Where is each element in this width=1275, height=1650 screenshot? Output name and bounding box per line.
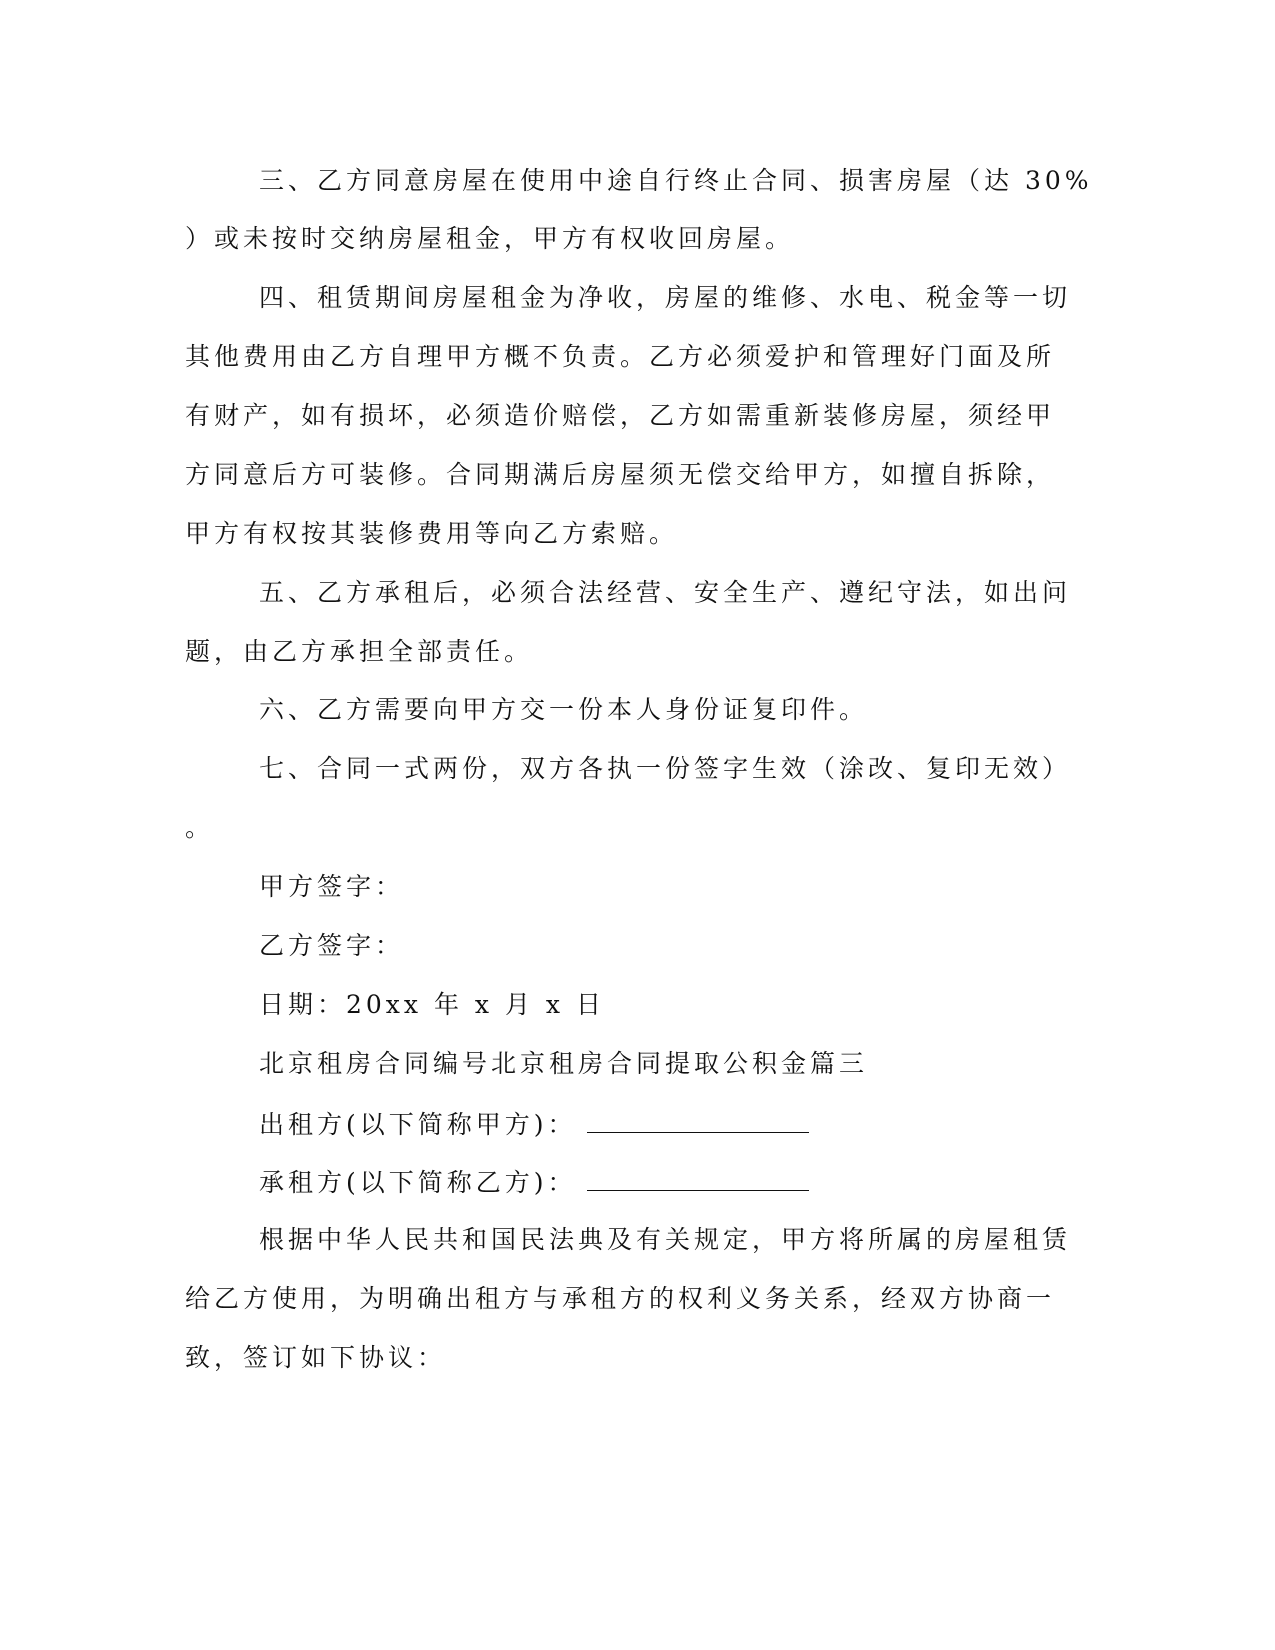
clause-4-line-1: 四、租赁期间房屋租金为净收，房屋的维修、水电、税金等一切	[259, 283, 1072, 312]
lessor-blank	[587, 1106, 809, 1133]
lessee-blank	[587, 1164, 809, 1191]
signing-date: 日期：20xx 年 x 月 x 日	[259, 990, 605, 1019]
party-b-signature: 乙方签字：	[259, 931, 405, 960]
preamble-line-2: 给乙方使用，为明确出租方与承租方的权利义务关系，经双方协商一	[185, 1284, 1056, 1313]
clause-5-line-1: 五、乙方承租后，必须合法经营、安全生产、遵纪守法，如出问	[259, 578, 1072, 607]
clause-3-line-1: 三、乙方同意房屋在使用中途自行终止合同、损害房屋（达 30%	[259, 166, 1093, 195]
clause-4-line-5: 甲方有权按其装修费用等向乙方索赔。	[185, 519, 679, 548]
clause-6-line-1: 六、乙方需要向甲方交一份本人身份证复印件。	[259, 695, 869, 724]
clause-7-line-1: 七、合同一式两份，双方各执一份签字生效（涂改、复印无效）	[259, 754, 1072, 783]
preamble-line-3: 致，签订如下协议：	[185, 1343, 447, 1372]
clause-5-line-2: 题，由乙方承担全部责任。	[185, 637, 534, 666]
lessor-label: 出租方(以下简称甲方)：	[259, 1110, 577, 1139]
section-title: 北京租房合同编号北京租房合同提取公积金篇三	[259, 1049, 869, 1078]
party-a-signature: 甲方签字：	[259, 872, 405, 901]
clause-3-line-2: ）或未按时交纳房屋租金，甲方有权收回房屋。	[185, 224, 795, 253]
lessor-line	[259, 1106, 809, 1142]
lessee-line	[259, 1164, 809, 1200]
clause-7-line-2: 。	[185, 813, 215, 842]
clause-4-line-4: 方同意后方可装修。合同期满后房屋须无偿交给甲方，如擅自拆除，	[185, 460, 1056, 489]
preamble-line-1: 根据中华人民共和国民法典及有关规定，甲方将所属的房屋租赁	[259, 1225, 1072, 1254]
lessee-label: 承租方(以下简称乙方)：	[259, 1168, 577, 1197]
clause-4-line-2: 其他费用由乙方自理甲方概不负责。乙方必须爱护和管理好门面及所	[185, 342, 1056, 371]
clause-4-line-3: 有财产，如有损坏，必须造价赔偿，乙方如需重新装修房屋，须经甲	[185, 401, 1056, 430]
